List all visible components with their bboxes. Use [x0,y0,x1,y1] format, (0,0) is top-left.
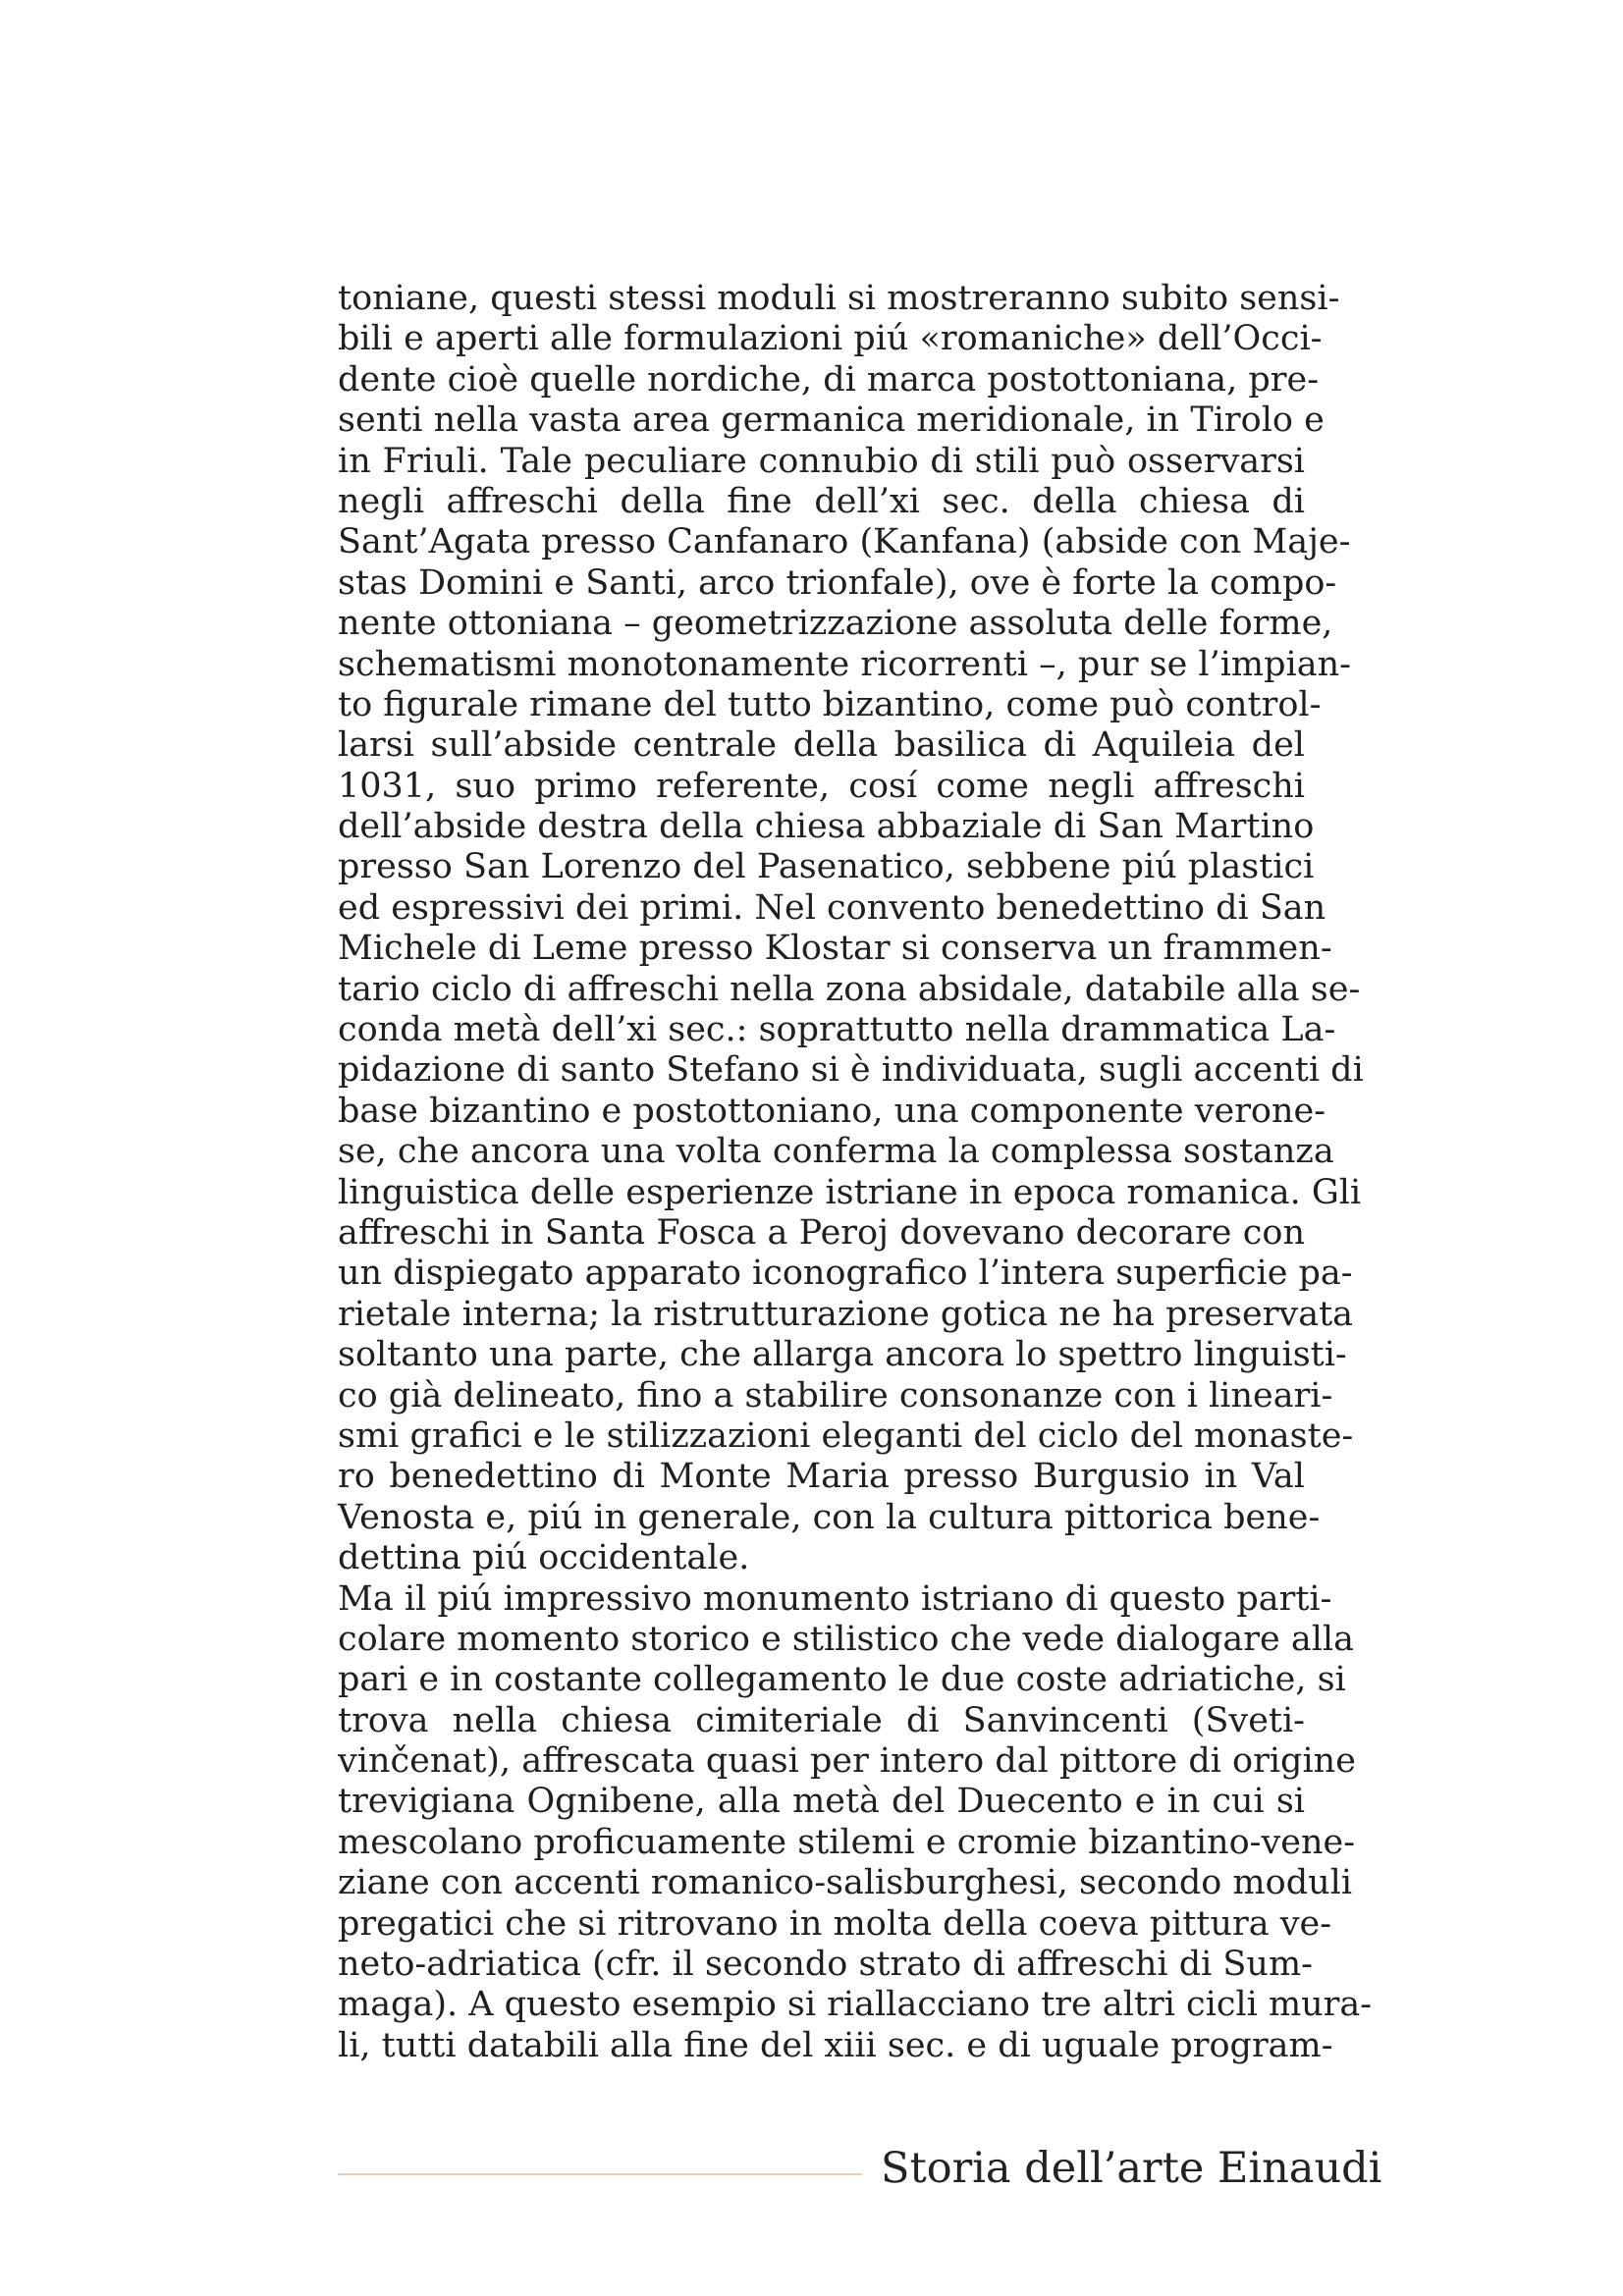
text-line: soltanto una parte, che allarga ancora lo spettro linguisti- [338,1335,1347,1375]
text-line: Michele di Leme presso Klostar si conserva un frammen- [338,929,1332,969]
text-line: linguistica delle esperienze istriane in epoca romanica. Gli [338,1172,1362,1212]
footer-title: Storia dell’arte Einaudi [881,2144,1382,2193]
text-line: colare momento storico e stilistico che vede dialogare alla [338,1619,1354,1659]
text-line: dente cioè quelle nordiche, di marca postottoniana, pre- [338,359,1320,400]
text-line: senti nella vasta area germanica meridionale, in Tirolo e [338,400,1325,441]
text-line: conda metà dell’xi sec.: soprattutto nella drammatica La- [338,1010,1336,1050]
text-line: Venosta e, piú in generale, con la cultura pittorica bene- [338,1497,1321,1537]
text-line: negli affreschi della fine dell’xi sec. della chiesa di [338,481,1305,521]
text-line: maga). A questo esempio si riallacciano tre altri cicli mura- [338,1985,1373,2025]
text-line: nente ottoniana – geometrizzazione assoluta delle forme, [338,604,1333,644]
body-text [338,279,1373,2066]
text-line: stas Domini e Santi, arco trionfale), ove è forte la compo- [338,562,1337,603]
text-line: ro benedettino di Monte Maria presso Burgusio in Val [338,1457,1305,1497]
text-line: dell’abside destra della chiesa abbaziale di San Martino [338,807,1315,847]
text-line: vinčenat), affrescata quasi per intero dal pittore di origine [338,1741,1356,1782]
text-line: neto-adriatica (cfr. il secondo strato di affreschi di Sum- [338,1945,1313,1985]
text-line: larsi sull’abside centrale della basilica di Aquileia del [338,725,1305,766]
text-line: trova nella chiesa cimiteriale di Sanvincenti (Sveti- [338,1700,1305,1740]
footer-rule [338,2173,862,2175]
text-line: smi grafici e le stilizzazioni eleganti del ciclo del monaste- [338,1415,1354,1456]
text-line: Ma il piú impressivo monumento istriano di questo parti- [338,1578,1332,1619]
text-line: schematismi monotonamente ricorrenti –, pur se l’impian- [338,644,1351,684]
text-line: tario ciclo di affreschi nella zona absidale, databile alla se- [338,969,1361,1009]
text-line: to figurale rimane del tutto bizantino, come può control- [338,684,1322,724]
text-line-paragraph-end: dettina piú occidentale. [338,1538,750,1578]
text-line: Sant’Agata presso Canfanaro (Kanfana) (abside con Maje- [338,522,1351,562]
text-line: li, tutti databili alla fine del xiii sec. e di uguale program- [338,2025,1333,2065]
text-line: co già delineato, fino a stabilire consonanze con i lineari- [338,1375,1333,1415]
text-line: ziane con accenti romanico-salisburghesi, secondo moduli [338,1863,1353,1903]
text-line: pidazione di santo Stefano si è individuata, sugli accenti di [338,1050,1364,1091]
text-line: ed espressivi dei primi. Nel convento benedettino di San [338,887,1326,928]
text-line: presso San Lorenzo del Pasenatico, sebbene piú plastici [338,847,1315,887]
text-line: toniane, questi stessi moduli si mostreranno subito sensi- [338,279,1340,318]
text-line: affreschi in Santa Fosca a Peroj dovevano decorare con [338,1212,1305,1253]
text-line: in Friuli. Tale peculiare connubio di stili può osservarsi [338,441,1305,481]
text-line: un dispiegato apparato iconografico l’intera superficie pa- [338,1254,1353,1294]
text-line: pari e in costante collegamento le due coste adriatiche, si [338,1660,1346,1700]
text-line: bili e aperti alle formulazioni piú «romaniche» dell’Occi- [338,319,1323,359]
text-line: se, che ancora una volta conferma la complessa sostanza [338,1132,1334,1172]
text-line: mescolano proficuamente stilemi e cromie bizantino-vene- [338,1822,1356,1862]
text-line: trevigiana Ognibene, alla metà del Duecento e in cui si [338,1782,1305,1822]
text-line: pregatici che si ritrovano in molta della coeva pittura ve- [338,1903,1332,1944]
text-line: rietale interna; la ristrutturazione gotica ne ha preservata [338,1294,1354,1334]
text-line: base bizantino e postottoniano, una componente verone- [338,1091,1326,1131]
text-line: 1031, suo primo referente, cosí come negli affreschi [338,766,1305,806]
